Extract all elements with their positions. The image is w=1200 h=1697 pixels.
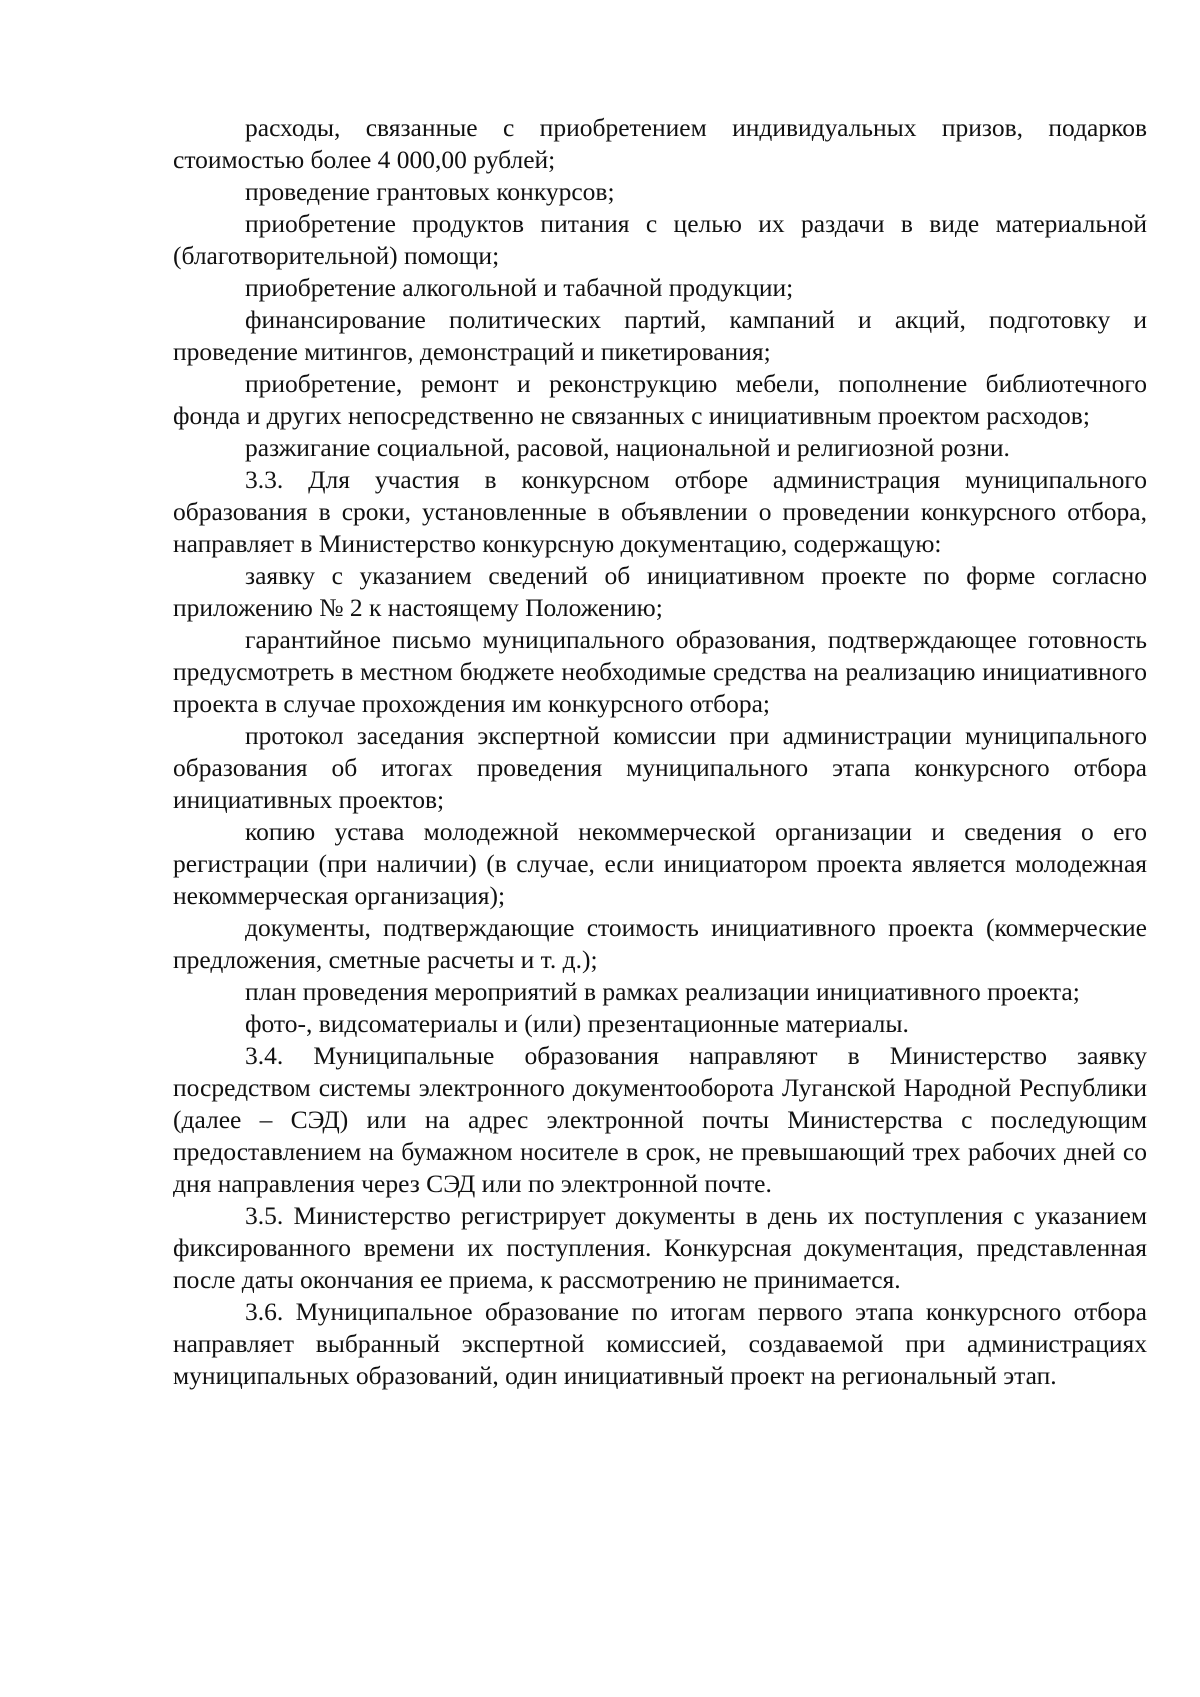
paragraph-alcohol-tobacco: приобретение алкогольной и табачной продукции; [245,273,794,302]
paragraph-guarantee-letter: гарантийное письмо муниципального образования, подтверждающее готовность предусмотреть в местном бюджете необходимые средства на реализацию инициативного проекта в случае прохождения им конкурсного отбора; [173,625,1147,718]
document-body [173,112,1147,1392]
paragraph-section-3-6: 3.6. Муниципальное образование по итогам первого этапа конкурсного отбора направляет выбранный экспертной комиссией, создаваемой при администрациях муниципальных образований, один инициативный проект на региональный этап. [173,1297,1147,1390]
paragraph-grant-contests: проведение грантовых конкурсов; [245,177,615,206]
paragraph-media-materials: фото-, видсоматериалы и (или) презентационные материалы. [245,1009,909,1038]
paragraph-food-purchase: приобретение продуктов питания с целью их раздачи в виде материальной (благотворительной) помощи; [173,209,1147,270]
paragraph-commission-protocol: протокол заседания экспертной комиссии при администрации муниципального образования об итогах проведения муниципального этапа конкурсного отбора инициативных проектов; [173,721,1147,814]
paragraph-hatred: разжигание социальной, расовой, национальной и религиозной розни. [245,433,1010,462]
paragraph-section-3-5: 3.5. Министерство регистрирует документы в день их поступления с указанием фиксированного времени их поступления. Конкурсная документация, представленная после даты окончания ее приема, к рассмотрению не принимается. [173,1201,1147,1294]
paragraph-expenses-prizes: расходы, связанные с приобретением индивидуальных призов, подарков стоимостью более 4 000,00 рублей; [173,113,1147,174]
paragraph-event-plan: план проведения мероприятий в рамках реализации инициативного проекта; [245,977,1080,1006]
paragraph-cost-documents: документы, подтверждающие стоимость инициативного проекта (коммерческие предложения, сметные расчеты и т. д.); [173,913,1147,974]
paragraph-section-3-4: 3.4. Муниципальные образования направляют в Министерство заявку посредством системы электронного документооборота Луганской Народной Республики (далее – СЭД) или на адрес электронной почты Министерства с последующим предоставлением на бумажном носителе в срок, не превышающий трех рабочих дней со дня направления через СЭД или по электронной почте. [173,1041,1147,1198]
paragraph-furniture-library: приобретение, ремонт и реконструкцию мебели, пополнение библиотечного фонда и других непосредственно не связанных с инициативным проектом расходов; [173,369,1147,430]
paragraph-section-3-3: 3.3. Для участия в конкурсном отборе администрация муниципального образования в сроки, установленные в объявлении о проведении конкурсного отбора, направляет в Министерство конкурсную документацию, содержащую: [173,465,1147,558]
paragraph-political-funding: финансирование политических партий, кампаний и акций, подготовку и проведение митингов, демонстраций и пикетирования; [173,305,1147,366]
paragraph-charter-copy: копию устава молодежной некоммерческой организации и сведения о его регистрации (при наличии) (в случае, если инициатором проекта является молодежная некоммерческая организация); [173,817,1147,910]
paragraph-application: заявку с указанием сведений об инициативном проекте по форме согласно приложению № 2 к настоящему Положению; [173,561,1147,622]
